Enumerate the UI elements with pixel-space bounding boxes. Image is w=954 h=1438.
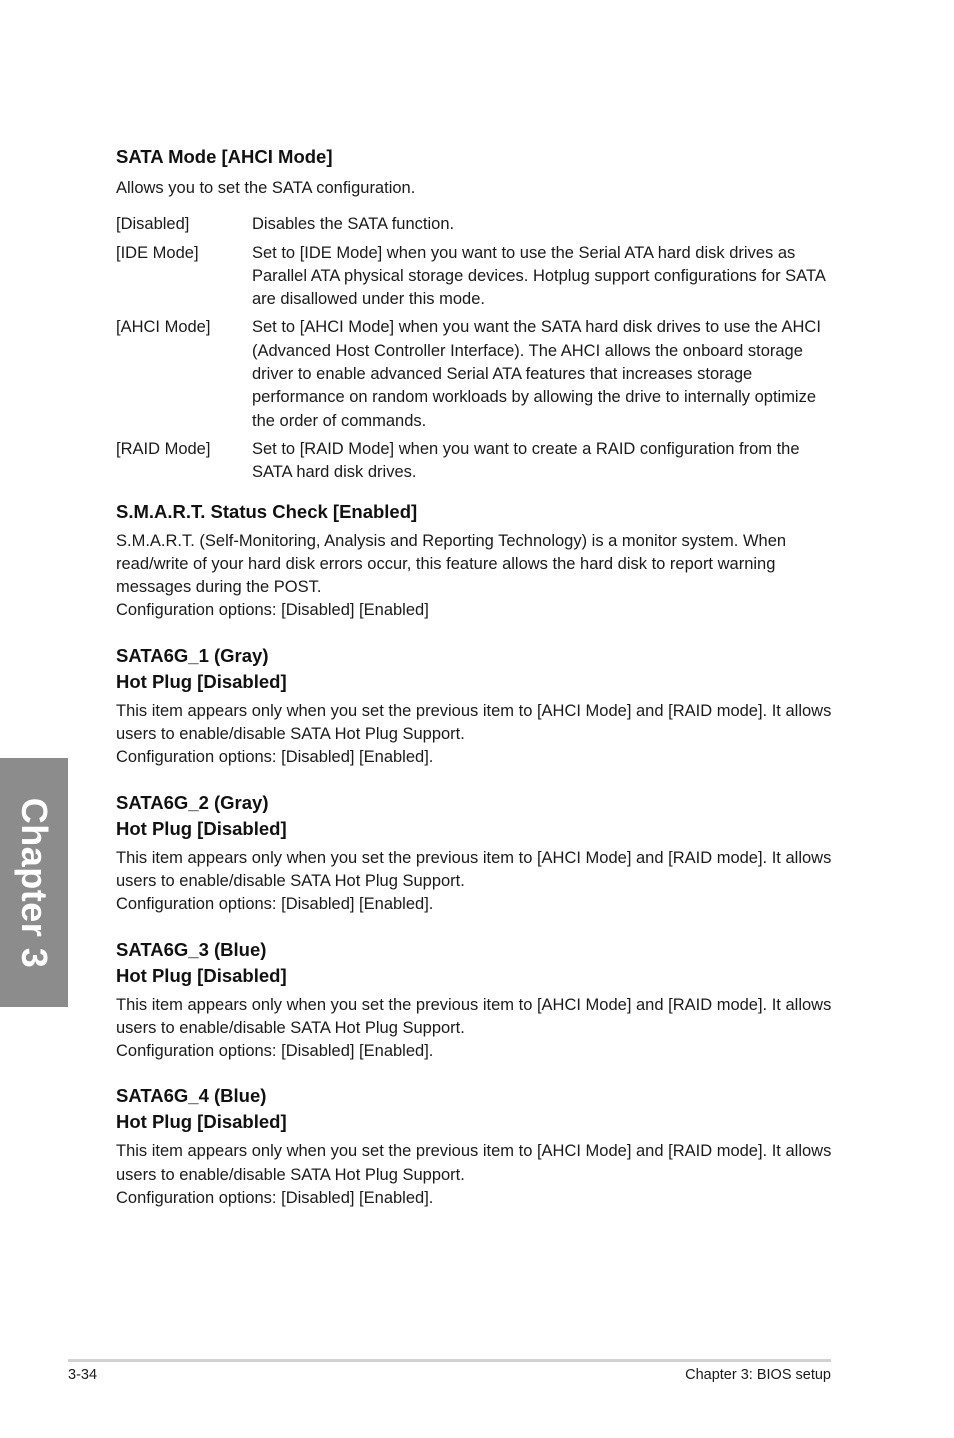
sata-mode-heading: SATA Mode [AHCI Mode] [116, 146, 333, 167]
hotplug-config-options: Configuration options: [Disabled] [Enabled]. [116, 895, 434, 914]
option-key: [AHCI Mode] [116, 318, 211, 337]
hotplug-section-4 [116, 1083, 832, 1210]
sata-mode-options [116, 213, 832, 484]
footer-divider [68, 1359, 831, 1362]
hotplug-section-2 [116, 790, 832, 917]
option-row-ahci [116, 316, 832, 432]
hotplug-heading-setting: Hot Plug [Disabled] [116, 817, 287, 839]
hotplug-section-1 [116, 643, 832, 770]
hotplug-description: This item appears only when you set the previous item to [AHCI Mode] and [RAID mode]. It allows users to enable/disable SATA Hot Plug Support. [116, 701, 832, 744]
footer-page-number: 3-34 [68, 1367, 98, 1383]
option-key: [Disabled] [116, 215, 190, 234]
hotplug-section-3 [116, 937, 832, 1064]
option-row-raid [116, 438, 832, 485]
option-row-disabled [116, 213, 832, 236]
smart-heading: S.M.A.R.T. Status Check [Enabled] [116, 500, 418, 522]
hotplug-heading-port: SATA6G_4 (Blue) [116, 1085, 267, 1107]
smart-config-options: Configuration options: [Disabled] [Enabled] [116, 601, 429, 620]
chapter-tab-label: Chapter 3 [14, 797, 55, 968]
smart-description: S.M.A.R.T. (Self-Monitoring, Analysis and Reporting Technology) is a monitor system. When read/write of your hard disk errors occur, this feature allows the hard disk to report warning messages during the POST. [116, 531, 787, 597]
option-desc: Disables the SATA function. [252, 215, 455, 234]
footer-section-title: Chapter 3: BIOS setup [685, 1367, 831, 1383]
hotplug-config-options: Configuration options: [Disabled] [Enabled]. [116, 748, 434, 767]
option-key: [RAID Mode] [116, 439, 211, 458]
hotplug-heading-setting: Hot Plug [Disabled] [116, 1111, 287, 1133]
sata-mode-intro: Allows you to set the SATA configuration. [116, 179, 416, 197]
hotplug-heading-setting: Hot Plug [Disabled] [116, 670, 287, 692]
hotplug-description: This item appears only when you set the previous item to [AHCI Mode] and [RAID mode]. It allows users to enable/disable SATA Hot Plug Support. [116, 848, 832, 890]
page-content [116, 144, 832, 1210]
hotplug-heading-port: SATA6G_2 (Gray) [116, 791, 269, 813]
sata-mode-section [116, 144, 832, 485]
chapter-tab [0, 758, 68, 1007]
option-row-ide [116, 242, 832, 312]
option-desc: Set to [AHCI Mode] when you want the SATA hard disk drives to use the AHCI (Advanced Host Controller Interface). The AHCI allows the onboard storage driver to enable advanced Serial ATA features that increases storage performance on random workloads by allowing the drive to internally optimize the order of commands. [252, 318, 821, 430]
hotplug-description: This item appears only when you set the previous item to [AHCI Mode] and [RAID mode]. It allows users to enable/disable SATA Hot Plug Support. [116, 995, 832, 1037]
hotplug-heading-port: SATA6G_1 (Gray) [116, 644, 269, 666]
hotplug-heading-setting: Hot Plug [Disabled] [116, 964, 287, 986]
option-key: [IDE Mode] [116, 243, 199, 262]
hotplug-config-options: Configuration options: [Disabled] [Enabled]. [116, 1042, 434, 1061]
option-desc: Set to [IDE Mode] when you want to use the Serial ATA hard disk drives as Parallel ATA physical storage devices. Hotplug support configurations for SATA are disallowed under this mode. [252, 243, 825, 309]
hotplug-heading-port: SATA6G_3 (Blue) [116, 938, 267, 960]
hotplug-description: This item appears only when you set the previous item to [AHCI Mode] and [RAID mode]. It allows users to enable/disable SATA Hot Plug Support. [116, 1142, 832, 1184]
smart-section [116, 499, 832, 623]
option-desc: Set to [RAID Mode] when you want to create a RAID configuration from the SATA hard disk drives. [252, 439, 800, 482]
hotplug-config-options: Configuration options: [Disabled] [Enabled]. [116, 1189, 434, 1208]
